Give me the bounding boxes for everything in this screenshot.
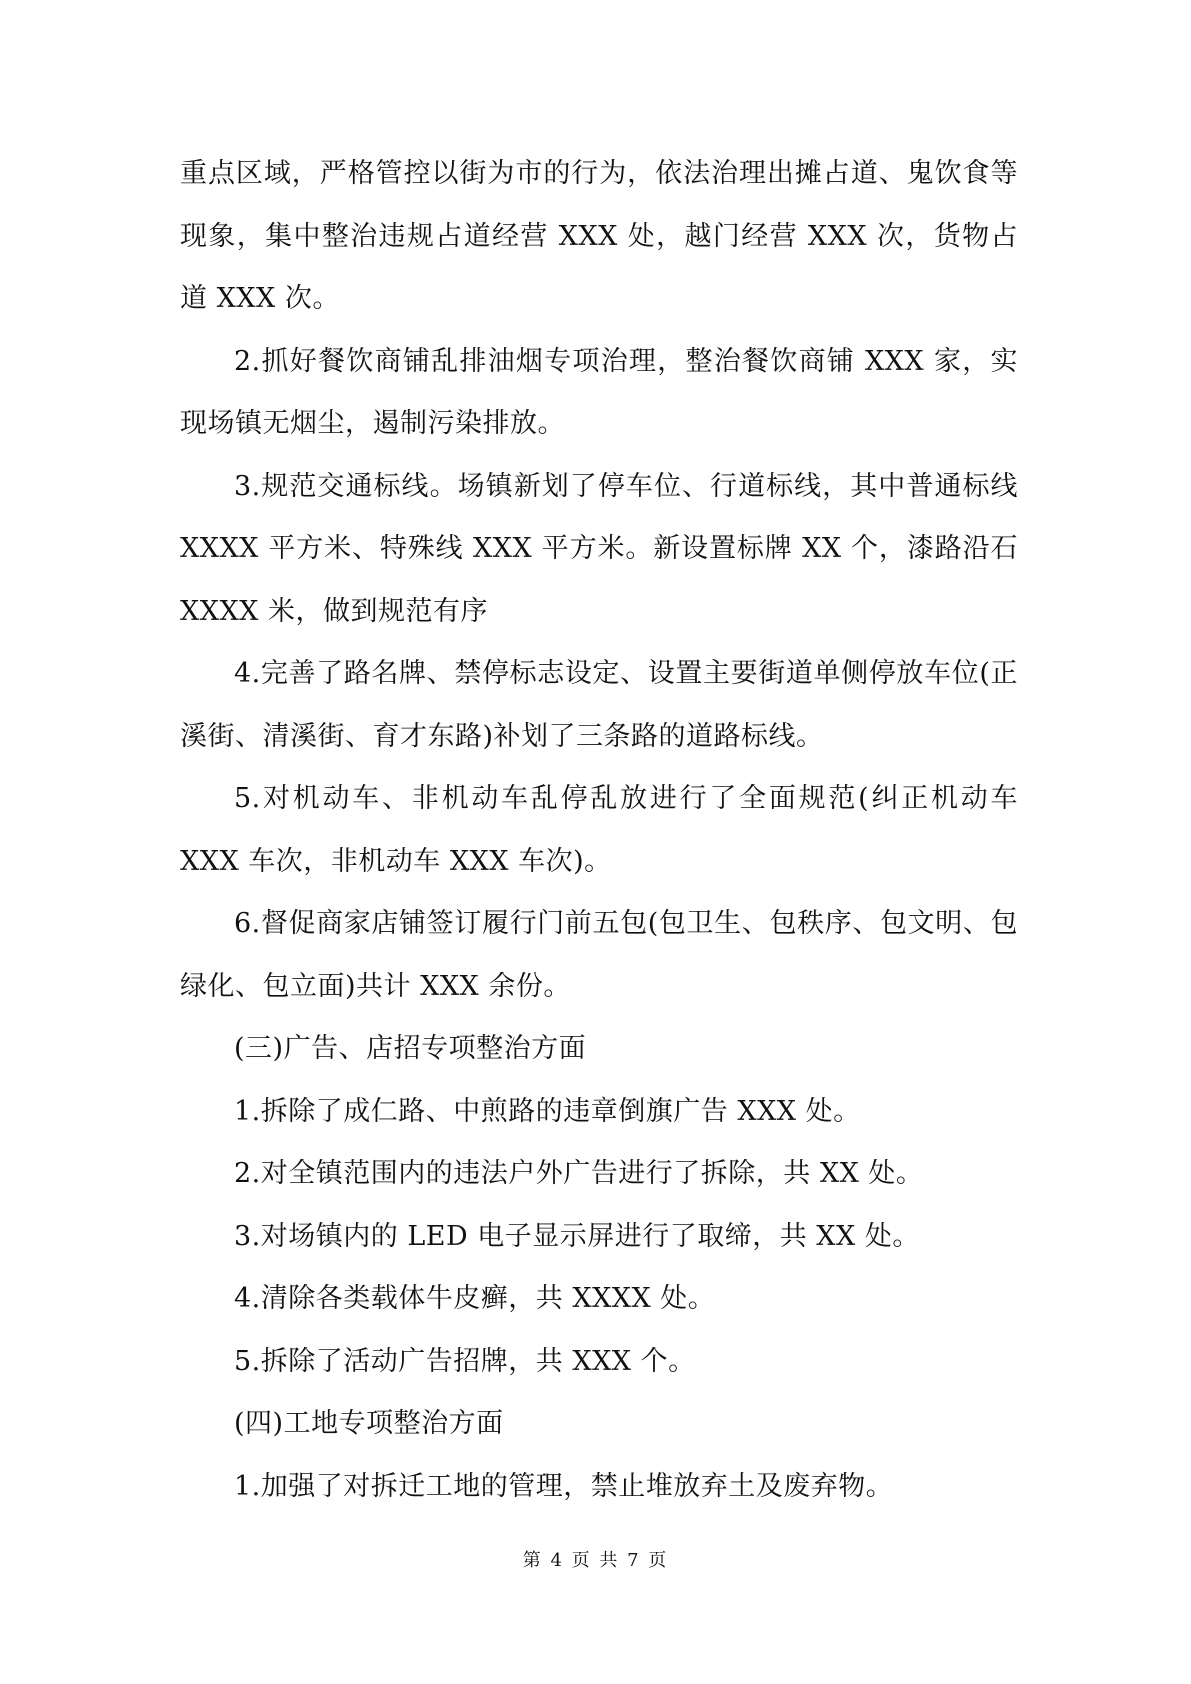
paragraph-ad-item-4: 4.清除各类载体牛皮癣，共 XXXX 处。 [234, 1283, 716, 1314]
paragraph-item-4-road-signs: 4.完善了路名牌、禁停标志设定、设置主要街道单侧停放车位(正溪街、清溪街、育才东路)补划了三条路的道路标线。 [180, 658, 1018, 752]
paragraph-ad-item-1: 1.拆除了成仁路、中煎路的违章倒旗广告 XXX 处。 [234, 1095, 861, 1127]
paragraph-ad-item-5: 5.拆除了活动广告招牌，共 XXX 个。 [234, 1345, 696, 1377]
paragraph-item-3-traffic-markings: 3.规范交通标线。场镇新划了停车位、行道标线，其中普通标线 XXXX 平方米、特殊线 XXX 平方米。新设置标牌 XX 个，漆路沿石 XXXX 米，做到规范有序 [180, 470, 1018, 627]
paragraph-item-6-storefront: 6.督促商家店铺签订履行门前五包(包卫生、包秩序、包文明、包绿化、包立面)共计 XXX 余份。 [180, 908, 1018, 1002]
document-body [180, 143, 1018, 1518]
paragraph-item-5-parking: 5.对机动车、非机动车乱停乱放进行了全面规范(纠正机动车 XXX 车次，非机动车 XXX 车次)。 [180, 783, 1018, 877]
paragraph-ad-item-2: 2.对全镇范围内的违法户外广告进行了拆除，共 XX 处。 [234, 1158, 924, 1189]
section-heading-construction: (四)工地专项整治方面 [234, 1408, 504, 1439]
paragraph-construction-item-1: 1.加强了对拆迁工地的管理，禁止堆放弃土及废弃物。 [234, 1470, 894, 1502]
paragraph-item-2-cooking-fumes: 2.抓好餐饮商铺乱排油烟专项治理，整治餐饮商铺 XXX 家，实现场镇无烟尘，遏制污染排放。 [180, 345, 1018, 439]
paragraph-ad-item-3: 3.对场镇内的 LED 电子显示屏进行了取缔，共 XX 处。 [234, 1220, 920, 1252]
page-number-footer: 第 4 页 共 7 页 [522, 1550, 669, 1571]
paragraph-continuation: 重点区域，严格管控以街为市的行为，依法治理出摊占道、鬼饮食等现象，集中整治违规占道经营 XXX 处，越门经营 XXX 次，货物占道 XXX 次。 [180, 158, 1018, 314]
section-heading-advertising: (三)广告、店招专项整治方面 [234, 1033, 587, 1064]
